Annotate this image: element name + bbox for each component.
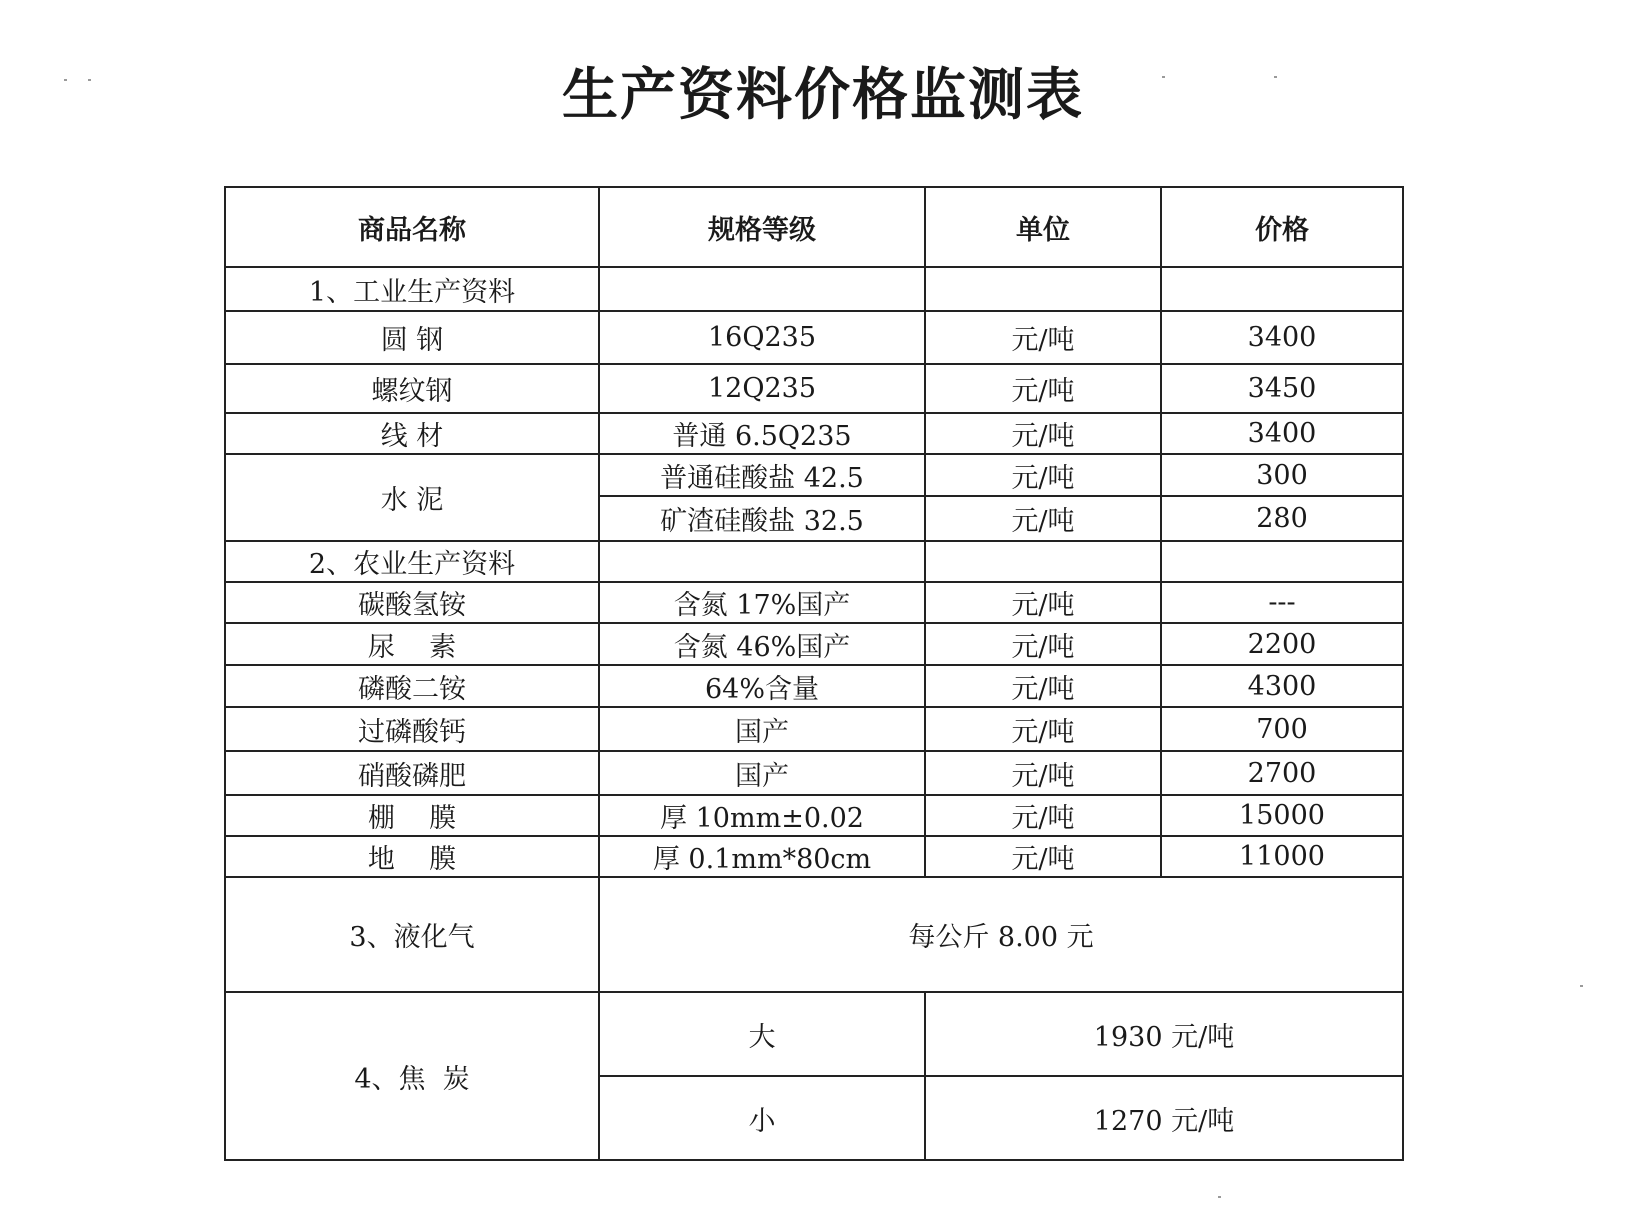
product-spec: 16Q235: [599, 311, 925, 364]
empty-cell: [1161, 541, 1403, 582]
product-name: 过磷酸钙: [225, 707, 599, 751]
section-row-agricultural: [225, 541, 1403, 582]
product-name: 硝酸磷肥: [225, 751, 599, 795]
product-unit: 元/吨: [925, 795, 1161, 836]
table-row-coke: [225, 992, 1403, 1076]
table-row: [225, 454, 1403, 496]
product-price: 3450: [1161, 364, 1403, 413]
product-price: 300: [1161, 454, 1403, 496]
table-row: [225, 311, 1403, 364]
product-unit: 元/吨: [925, 751, 1161, 795]
product-price: 2700: [1161, 751, 1403, 795]
product-unit: 元/吨: [925, 836, 1161, 877]
product-spec: 含氮 17%国产: [599, 582, 925, 623]
product-price: 280: [1161, 496, 1403, 541]
table-row: [225, 582, 1403, 623]
product-spec: 国产: [599, 707, 925, 751]
product-spec: 含氮 46%国产: [599, 623, 925, 665]
table-row: [225, 364, 1403, 413]
product-unit: 元/吨: [925, 496, 1161, 541]
product-spec: 普通 6.5Q235: [599, 413, 925, 454]
product-price: 3400: [1161, 413, 1403, 454]
scan-speck: [1218, 1196, 1221, 1198]
lpg-price: 每公斤 8.00 元: [599, 877, 1403, 992]
product-spec: 矿渣硅酸盐 32.5: [599, 496, 925, 541]
table-row: [225, 623, 1403, 665]
scan-speck: [1580, 985, 1583, 987]
product-spec: 普通硅酸盐 42.5: [599, 454, 925, 496]
product-spec: 厚 0.1mm*80cm: [599, 836, 925, 877]
product-spec: 厚 10mm±0.02: [599, 795, 925, 836]
product-unit: 元/吨: [925, 623, 1161, 665]
scan-speck: [1162, 76, 1165, 78]
section-title-agricultural: 2、农业生产资料: [225, 541, 599, 582]
product-unit: 元/吨: [925, 364, 1161, 413]
product-spec: 64%含量: [599, 665, 925, 707]
header-product-name: 商品名称: [225, 187, 599, 267]
product-name: 线 材: [225, 413, 599, 454]
product-unit: 元/吨: [925, 311, 1161, 364]
header-price: 价格: [1161, 187, 1403, 267]
product-name: 棚 膜: [225, 795, 599, 836]
product-price: 2200: [1161, 623, 1403, 665]
product-name: 水 泥: [225, 454, 599, 541]
price-monitoring-table: [224, 186, 1404, 1161]
table-row: [225, 795, 1403, 836]
product-unit: 元/吨: [925, 707, 1161, 751]
table-row: [225, 413, 1403, 454]
product-spec: 12Q235: [599, 364, 925, 413]
product-price: ---: [1161, 582, 1403, 623]
product-unit: 元/吨: [925, 582, 1161, 623]
product-price: 15000: [1161, 795, 1403, 836]
table-row: [225, 836, 1403, 877]
product-name: 磷酸二铵: [225, 665, 599, 707]
table-row: [225, 707, 1403, 751]
header-spec-grade: 规格等级: [599, 187, 925, 267]
table-row: [225, 751, 1403, 795]
product-spec: 国产: [599, 751, 925, 795]
table-row-lpg: [225, 877, 1403, 992]
product-unit: 元/吨: [925, 665, 1161, 707]
empty-cell: [1161, 267, 1403, 311]
product-name: 螺纹钢: [225, 364, 599, 413]
product-name: 尿 素: [225, 623, 599, 665]
product-name: 地 膜: [225, 836, 599, 877]
section-title-industrial: 1、工业生产资料: [225, 267, 599, 311]
coke-price: 1270 元/吨: [925, 1076, 1403, 1160]
table-header-row: [225, 187, 1403, 267]
header-unit: 单位: [925, 187, 1161, 267]
section-row-industrial: [225, 267, 1403, 311]
empty-cell: [925, 541, 1161, 582]
scan-speck: [88, 79, 91, 81]
scan-speck: [1274, 76, 1277, 78]
coke-size: 小: [599, 1076, 925, 1160]
product-name: 碳酸氢铵: [225, 582, 599, 623]
scan-speck: [64, 79, 67, 81]
product-price: 700: [1161, 707, 1403, 751]
empty-cell: [925, 267, 1161, 311]
coke-price: 1930 元/吨: [925, 992, 1403, 1076]
empty-cell: [599, 541, 925, 582]
product-price: 11000: [1161, 836, 1403, 877]
product-unit: 元/吨: [925, 413, 1161, 454]
product-name: 4、焦 炭: [225, 992, 599, 1160]
empty-cell: [599, 267, 925, 311]
page-title: 生产资料价格监测表: [562, 63, 1084, 128]
product-name: 圆 钢: [225, 311, 599, 364]
product-price: 4300: [1161, 665, 1403, 707]
product-unit: 元/吨: [925, 454, 1161, 496]
product-name: 3、液化气: [225, 877, 599, 992]
table-row: [225, 665, 1403, 707]
coke-size: 大: [599, 992, 925, 1076]
product-price: 3400: [1161, 311, 1403, 364]
